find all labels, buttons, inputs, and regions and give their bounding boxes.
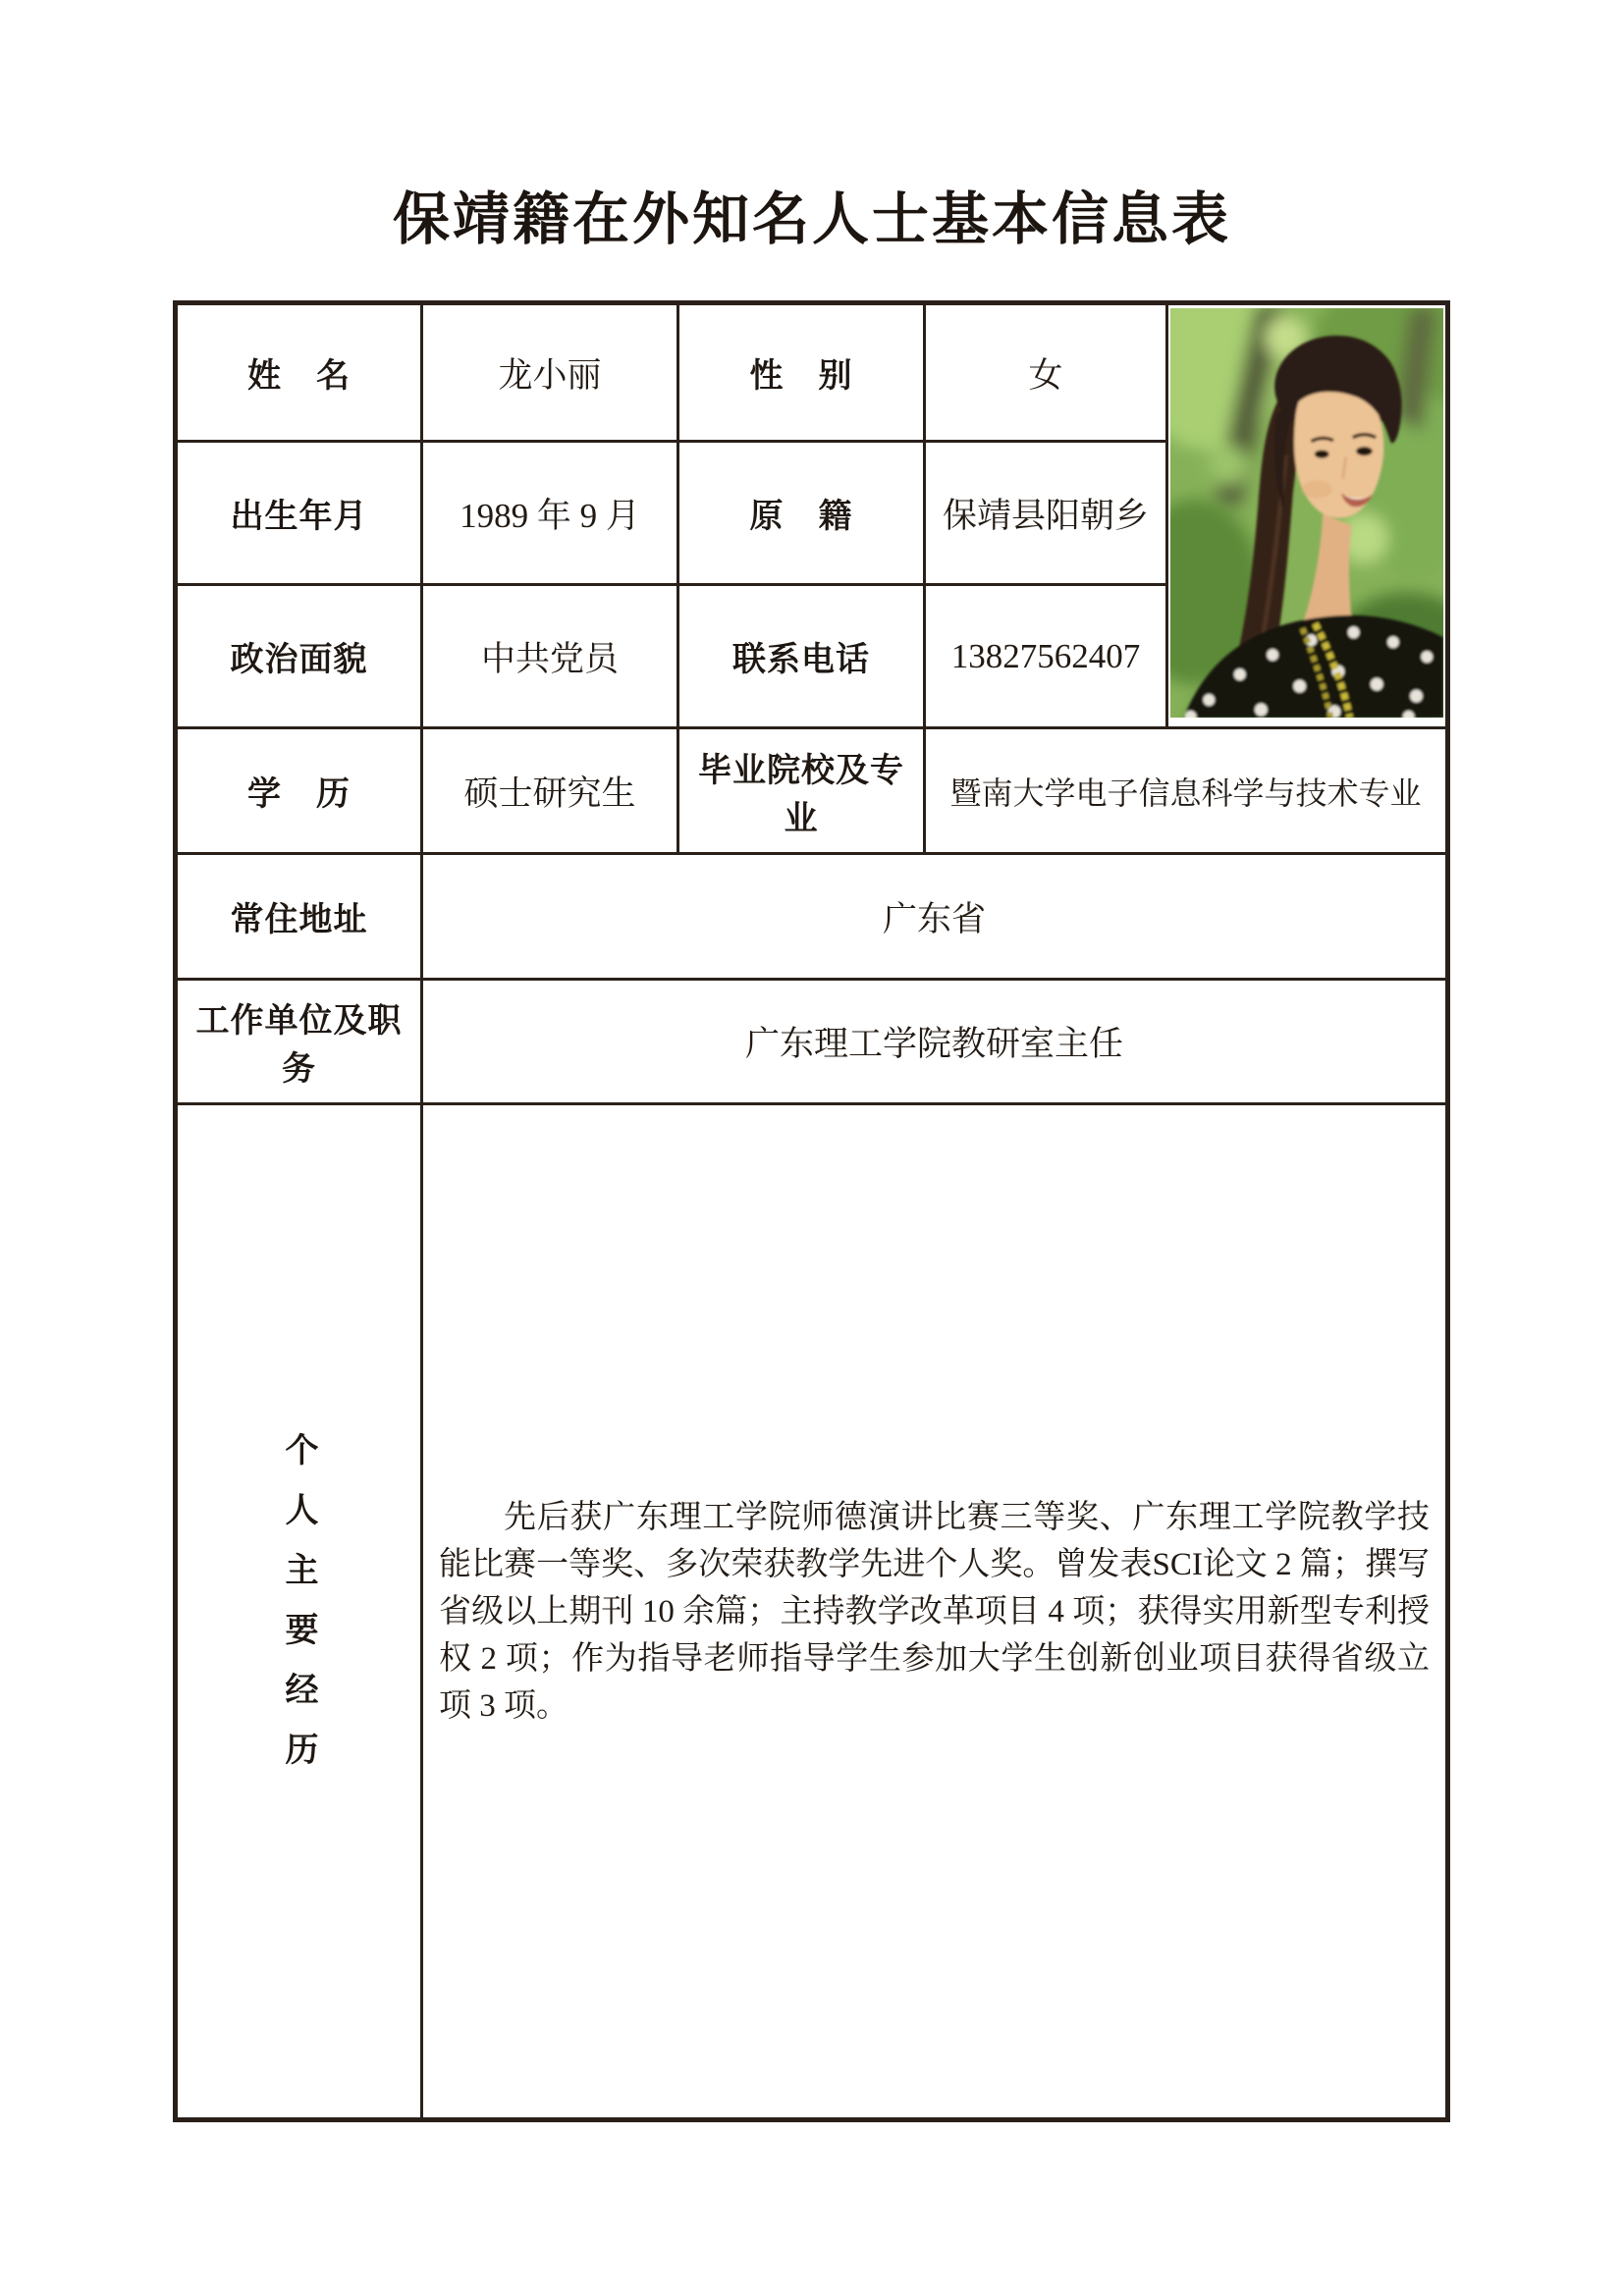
field-label-phone: 联系电话 [679,586,926,729]
experience-paragraph: 先后获广东理工学院师德演讲比赛三等奖、广东理工学院教学技能比赛一等奖、多次荣获教学先进个人奖。曾发表SCI论文 2 篇；撰写省级以上期刊 10 余篇；主持教学改革项目 4 项；获得实用新型专利授权 2 项；作为指导老师指导学生参加大学生创新创业项目获得省级立项 3 项。 [439,1499,1430,1724]
field-value-personal-experience [423,1105,1445,2117]
field-label-work-unit: 工作单位及职务 [178,981,423,1105]
field-label-graduation-school: 毕业院校及专业 [679,729,926,855]
info-table [173,300,1450,2122]
field-value-work-unit: 广东理工学院教研室主任 [423,981,1445,1105]
field-label-address: 常住地址 [178,855,423,981]
vertical-label-text: 个人主要经历 [280,1431,317,1791]
field-label-education: 学 历 [178,729,423,855]
field-value-address: 广东省 [423,855,1445,981]
field-label-birthdate: 出生年月 [178,443,423,586]
field-value-graduation-school: 暨南大学电子信息科学与技术专业 [926,729,1445,855]
field-value-name: 龙小丽 [423,305,679,443]
field-label-native-place: 原 籍 [679,443,926,586]
photo-cell [1168,305,1445,729]
portrait-photo [1170,308,1443,718]
field-value-gender: 女 [926,305,1168,443]
field-label-name: 姓 名 [178,305,423,443]
field-value-education: 硕士研究生 [423,729,679,855]
field-value-phone: 13827562407 [926,586,1168,729]
field-value-political-status: 中共党员 [423,586,679,729]
field-value-native-place: 保靖县阳朝乡 [926,443,1168,586]
field-label-gender: 性 别 [679,305,926,443]
field-label-political-status: 政治面貌 [178,586,423,729]
field-value-birthdate: 1989 年 9 月 [423,443,679,586]
page-title: 保靖籍在外知名人士基本信息表 [392,187,1231,251]
field-label-personal-experience [178,1105,423,2117]
